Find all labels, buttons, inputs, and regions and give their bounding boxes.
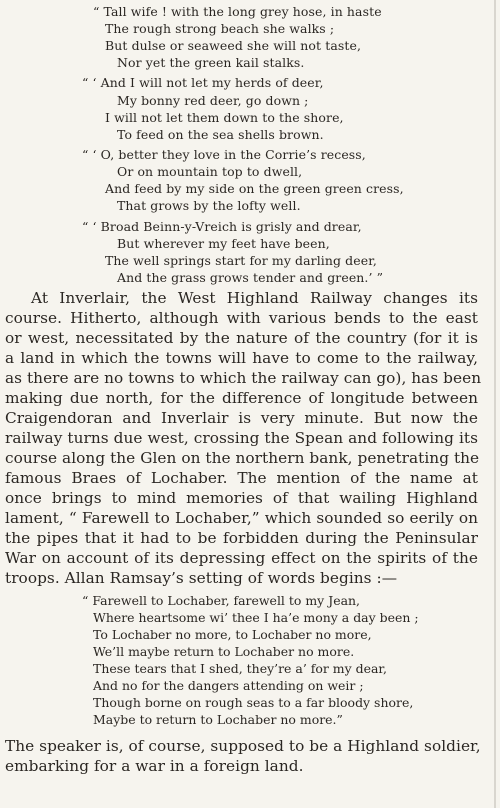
- poem-line: That grows by the lofty well.: [117, 198, 301, 214]
- prose-line: course along the Glen on the northern bank, penetrating the: [5, 449, 480, 468]
- poem-line: And the grass grows tender and green.’ ”: [117, 270, 384, 286]
- poem-line: But wherever my feet have been,: [117, 236, 330, 252]
- prose-line: as there are no towns to which the railway can go), has been: [5, 369, 482, 388]
- poem-line: But dulse or seaweed she will not taste,: [105, 37, 362, 53]
- poem-line: To feed on the sea shells brown.: [117, 126, 324, 142]
- prose-line: once brings to mind memories of that wailing Highland: [5, 489, 478, 508]
- poem-line: And feed by my side on the green green cress,: [105, 181, 404, 197]
- prose-line: making due north, for the difference of longitude between: [5, 389, 478, 408]
- prose-line: troops. Allan Ramsay’s setting of words begins :—: [5, 569, 398, 588]
- prose-line: the pipes that it had to be forbidden during the Peninsular: [5, 529, 478, 548]
- prose-line: railway turns due west, crossing the Spean and following its: [5, 429, 478, 448]
- poem-line: The well springs start for my darling deer,: [105, 253, 377, 269]
- poem-line: Or on mountain top to dwell,: [117, 164, 303, 180]
- song-line: To Lochaber no more, to Lochaber no more,: [93, 627, 372, 643]
- song-line: “ Farewell to Lochaber, farewell to my Jean,: [82, 593, 360, 609]
- song-line: Where heartsome wi’ thee I ha’e mony a day been ;: [93, 610, 419, 626]
- poem-line: Nor yet the green kail stalks.: [117, 54, 305, 70]
- prose-line: course. Hitherto, although with various bends to the east: [5, 309, 478, 328]
- prose-line: famous Braes of Lochaber. The mention of the name at: [5, 469, 478, 488]
- prose-line: Craigendoran and Inverlair is very minute. But now the: [5, 409, 478, 428]
- song-line: We’ll maybe return to Lochaber no more.: [93, 644, 355, 660]
- song-line: These tears that I shed, they’re a’ for my dear,: [93, 661, 387, 677]
- song-line: Though borne on rough seas to a far bloody shore,: [93, 695, 414, 711]
- poem-line: “ ‘ Broad Beinn-y-Vreich is grisly and drear,: [82, 219, 362, 235]
- poem-line: I will not let them down to the shore,: [105, 109, 344, 125]
- poem-line: “ ‘ O, better they love in the Corrie’s recess,: [82, 147, 366, 163]
- prose-line: lament, “ Farewell to Lochaber,” which sounded so eerily on: [5, 509, 478, 528]
- poem-line: “ Tall wife ! with the long grey hose, in haste: [93, 3, 382, 19]
- prose-line: a land in which the towns will have to come to the railway,: [5, 349, 478, 368]
- prose-line: At Inverlair, the West Highland Railway changes its: [31, 289, 478, 308]
- prose-line: The speaker is, of course, supposed to be a Highland soldier,: [5, 737, 481, 756]
- poem-line: The rough strong beach she walks ;: [105, 20, 335, 36]
- song-line: And no for the dangers attending on weir ;: [93, 678, 364, 694]
- song-line: Maybe to return to Lochaber no more.”: [93, 712, 343, 728]
- poem-line: My bonny red deer, go down ;: [117, 92, 309, 108]
- prose-line: War on account of its depressing effect on the spirits of the: [5, 549, 478, 568]
- prose-line: or west, necessitated by the nature of the country (for it is: [5, 329, 478, 348]
- poem-line: “ ‘ And I will not let my herds of deer,: [82, 75, 324, 91]
- prose-line: embarking for a war in a foreign land.: [5, 757, 304, 776]
- page-edge: [494, 0, 496, 808]
